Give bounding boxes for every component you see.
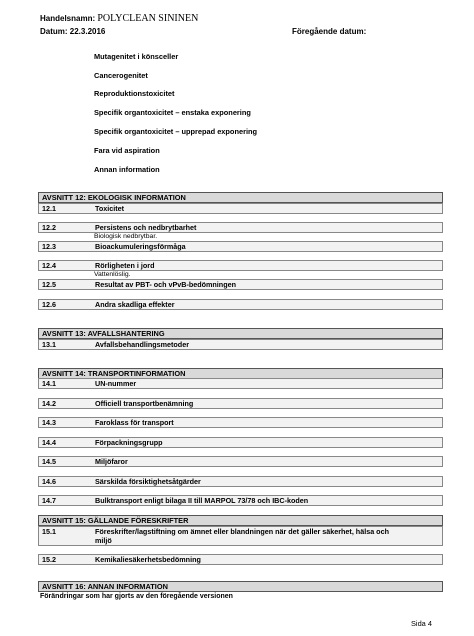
subsection-15-1: [38, 526, 443, 546]
subsection-title: Bioackumuleringsförmåga: [95, 242, 186, 251]
subsection-title: Andra skadliga effekter: [95, 300, 175, 309]
subsection-12-6: [38, 299, 443, 310]
subsection-title: Rörligheten i jord: [95, 261, 155, 270]
subsection-title: Faroklass för transport: [95, 418, 174, 427]
subsection-number: 14.1: [42, 379, 56, 388]
subsection-note: Vattenlöslig.: [94, 271, 131, 278]
subsection-14-1: [38, 378, 443, 389]
section-15-header: [38, 515, 443, 526]
subsection-number: 13.1: [42, 340, 56, 349]
hazard-item: Specifik organtoxicitet – enstaka exponering: [94, 108, 251, 117]
subsection-title: Kemikaliesäkerhetsbedömning: [95, 555, 201, 564]
subsection-number: 14.2: [42, 399, 56, 408]
subsection-14-5: [38, 456, 443, 467]
subsection-title: Bulktransport enligt bilaga II till MARPOL 73/78 och IBC-koden: [95, 496, 309, 505]
subsection-14-3: [38, 417, 443, 428]
hazard-item: Cancerogenitet: [94, 71, 148, 80]
hazard-item: Fara vid aspiration: [94, 146, 160, 155]
trade-name-label: Handelsnamn:: [40, 14, 96, 23]
trade-name: [40, 13, 198, 24]
subsection-14-4: [38, 437, 443, 448]
subsection-number: 12.6: [42, 300, 56, 309]
subsection-12-3: [38, 241, 443, 252]
subsection-number: 15.1: [42, 527, 56, 536]
subsection-14-7: [38, 495, 443, 506]
subsection-title: Officiell transportbenämning: [95, 399, 194, 408]
subsection-title: Förpackningsgrupp: [95, 438, 163, 447]
hazard-item: Annan information: [94, 165, 160, 174]
subsection-title: Avfallsbehandlingsmetoder: [95, 340, 189, 349]
subsection-title: Resultat av PBT- och vPvB-bedömningen: [95, 280, 236, 289]
subsection-number: 12.5: [42, 280, 56, 289]
section-title: AVSNITT 15: GÄLLANDE FÖRESKRIFTER: [42, 516, 189, 525]
subsection-title: Persistens och nedbrytbarhet: [95, 223, 197, 232]
hazard-item: Mutagenitet i könsceller: [94, 52, 179, 61]
subsection-15-2: [38, 554, 443, 565]
subsection-number: 14.7: [42, 496, 56, 505]
hazard-item: Reproduktionstoxicitet: [94, 89, 175, 98]
subsection-12-1: [38, 203, 443, 214]
subsection-title-line1: Föreskrifter/lagstiftning om ämnet eller blandningen när det gäller säkerhet, hälsa och: [95, 527, 389, 536]
section-title: AVSNITT 14: TRANSPORTINFORMATION: [42, 369, 186, 378]
hazard-item: Specifik organtoxicitet – upprepad exponering: [94, 127, 258, 136]
subsection-number: 14.4: [42, 438, 56, 447]
subsection-number: 15.2: [42, 555, 56, 564]
subsection-title: UN-nummer: [95, 379, 137, 388]
previous-date: Föregående datum:: [292, 27, 367, 36]
subsection-12-5: [38, 279, 443, 290]
subsection-14-2: [38, 398, 443, 409]
section-title: AVSNITT 12: EKOLOGISK INFORMATION: [42, 193, 186, 202]
section-13-header: [38, 328, 443, 339]
subsection-number: 14.6: [42, 477, 56, 486]
subsection-number: 12.3: [42, 242, 56, 251]
subsection-number: 14.3: [42, 418, 56, 427]
subsection-title: Toxicitet: [95, 204, 125, 213]
subsection-12-4: [38, 260, 443, 271]
subsection-number: 14.5: [42, 457, 56, 466]
trade-name-value: POLYCLEAN SININEN: [97, 13, 199, 24]
subsection-number: 12.2: [42, 223, 56, 232]
subsection-title: Miljöfaror: [95, 457, 128, 466]
subsection-14-6: [38, 476, 443, 487]
page-number: Sida 4: [411, 619, 432, 628]
subsection-title-line2: miljö: [95, 536, 112, 545]
section-title: AVSNITT 16: ANNAN INFORMATION: [42, 582, 168, 591]
subsection-number: 12.1: [42, 204, 56, 213]
section-title: AVSNITT 13: AVFALLSHANTERING: [42, 329, 165, 338]
subsection-note: Biologisk nedbrytbar.: [94, 233, 158, 240]
subsection-title: Särskilda försiktighetsåtgärder: [95, 477, 201, 486]
section-16-note: Förändringar som har gjorts av den föregående versionen: [40, 593, 233, 600]
subsection-12-2: [38, 222, 443, 233]
subsection-number: 12.4: [42, 261, 56, 270]
section-16-header: [38, 581, 443, 592]
section-12-header: [38, 192, 443, 203]
subsection-13-1: [38, 339, 443, 350]
document-date: Datum: 22.3.2016: [40, 27, 106, 36]
